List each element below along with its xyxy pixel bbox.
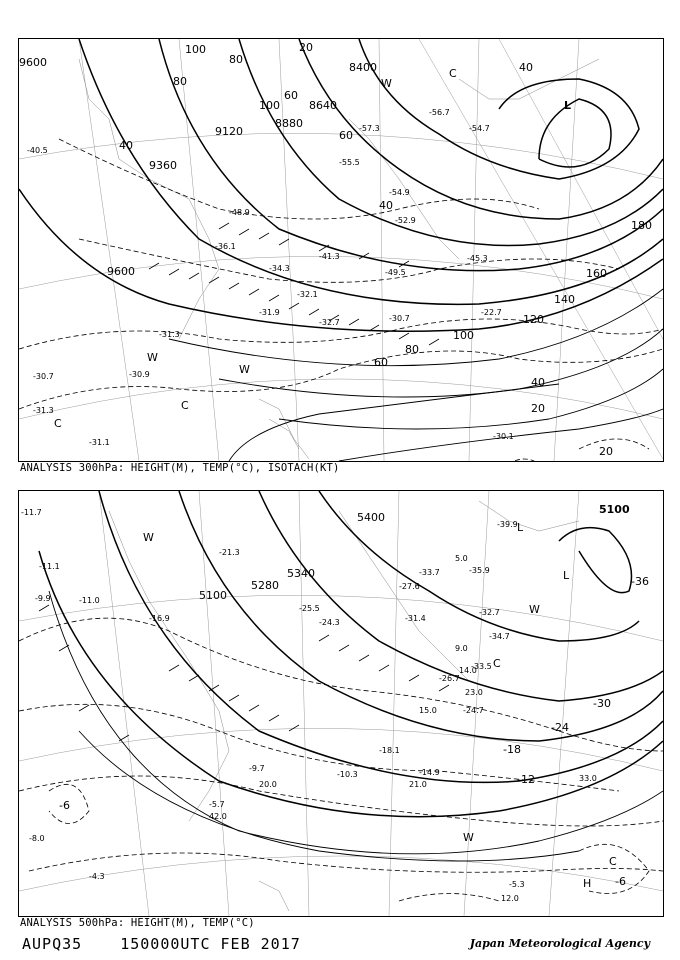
graticule [19, 491, 663, 916]
temp-label: -24.3 [319, 618, 340, 627]
map-300hpa-canvas [19, 39, 663, 461]
temp-label: -9.9 [35, 594, 51, 603]
temp-label: -4.3 [89, 872, 105, 881]
isotach-label: 100 [453, 329, 474, 342]
height-label: 9600 [19, 56, 47, 69]
height-label: 5100 [599, 503, 630, 516]
temp-label: -5.7 [209, 800, 225, 809]
footer-identifier [22, 935, 329, 953]
center-mark: C [609, 855, 617, 868]
temperature-contours [19, 618, 663, 901]
temp-label: -14.9 [419, 768, 440, 777]
isotach-label: 20 [299, 41, 313, 54]
center-mark: W [381, 77, 392, 90]
temp-label: -54.9 [389, 188, 410, 197]
temp-label: 23.0 [465, 688, 483, 697]
temp-contour-label: -12 [517, 773, 535, 786]
center-mark: L [563, 569, 570, 582]
map-panel-500hpa [18, 490, 664, 917]
isotach-label: 160 [586, 267, 607, 280]
isotach-label: 20 [599, 445, 613, 458]
temp-label: -36.1 [215, 242, 236, 251]
isotach-label: 20 [531, 402, 545, 415]
temp-label: -31.3 [159, 330, 180, 339]
temp-label: -32.7 [319, 318, 340, 327]
temp-label: -48.9 [229, 208, 250, 217]
temp-contour-label: -6 [59, 799, 70, 812]
height-label: 9120 [215, 125, 243, 138]
temp-label: -33.7 [419, 568, 440, 577]
center-mark: H [583, 877, 592, 890]
temp-label: -45.3 [467, 254, 488, 263]
isotach-label: 100 [259, 99, 280, 112]
center-mark: W [147, 351, 158, 364]
center-mark: L [564, 99, 572, 112]
height-label: 5340 [287, 567, 315, 580]
temp-label: -32.1 [297, 290, 318, 299]
temp-label: -39.9 [497, 520, 518, 529]
temp-label: -31.1 [89, 438, 110, 447]
temp-label: -57.3 [359, 124, 380, 133]
center-mark: C [449, 67, 457, 80]
isotach-label: 60 [339, 129, 353, 142]
temp-label: -54.7 [469, 124, 490, 133]
temp-label: 20.0 [259, 780, 277, 789]
height-label: 8880 [275, 117, 303, 130]
temp-contour-labels [59, 575, 649, 888]
height-label: 5280 [251, 579, 279, 592]
isotach-label: 80 [229, 53, 243, 66]
temp-label: -35.9 [469, 566, 490, 575]
temp-label: -56.7 [429, 108, 450, 117]
temp-label: -32.7 [479, 608, 500, 617]
height-contours [19, 39, 663, 331]
isotach-label: 40 [119, 139, 133, 152]
temp-label: -34.7 [489, 632, 510, 641]
height-label: 9600 [107, 265, 135, 278]
temp-label: -30.9 [129, 370, 150, 379]
isotach-label: 100 [185, 43, 206, 56]
center-mark: C [54, 417, 62, 430]
center-mark: C [181, 399, 189, 412]
wind-barbs [149, 223, 439, 345]
height-label: 5400 [357, 511, 385, 524]
temp-contour-label: -30 [593, 697, 611, 710]
map-500hpa-canvas [19, 491, 663, 916]
temperature-contours-solid [49, 591, 663, 861]
temp-label: 12.0 [501, 894, 519, 903]
temp-label: -22.7 [481, 308, 502, 317]
temp-label: -18.1 [379, 746, 400, 755]
valid-time: 150000UTC FEB 2017 [120, 935, 301, 953]
temp-label: -33.5 [471, 662, 492, 671]
temp-contour-label: -18 [503, 743, 521, 756]
isotach-label: 60 [284, 89, 298, 102]
temp-contour-label: -6 [615, 875, 626, 888]
temp-label: 42.0 [209, 812, 227, 821]
temp-label: -10.3 [337, 770, 358, 779]
caption-500hpa: ANALYSIS 500hPa: HEIGHT(M), TEMP(°C) [20, 917, 255, 929]
temp-label: -52.9 [395, 216, 416, 225]
isotach-label: 40 [379, 199, 393, 212]
center-mark: W [143, 531, 154, 544]
temp-label: 14.0 [459, 666, 477, 675]
temp-label: -49.5 [385, 268, 406, 277]
product-code: AUPQ35 [22, 935, 83, 953]
center-mark: L [517, 521, 524, 534]
temp-label: -9.7 [249, 764, 265, 773]
temp-label: -11.1 [39, 562, 60, 571]
isotach-label: 40 [531, 376, 545, 389]
isotach-label: 180 [631, 219, 652, 232]
temp-label: 33.0 [579, 774, 597, 783]
temp-label: -21.3 [219, 548, 240, 557]
height-label: 8640 [309, 99, 337, 112]
isotach-label: 120 [523, 313, 544, 326]
temp-label: 9.0 [455, 644, 468, 653]
temp-label: -16.9 [149, 614, 170, 623]
temp-label: -5.3 [509, 880, 525, 889]
height-label: 8400 [349, 61, 377, 74]
temp-label: -24.7 [463, 706, 484, 715]
temp-label: -55.5 [339, 158, 360, 167]
temp-label: 5.0 [455, 554, 468, 563]
temp-contour-label: -24 [551, 721, 569, 734]
temp-label: -11.7 [21, 508, 42, 517]
temp-label: -31.4 [405, 614, 426, 623]
temp-label: -40.5 [27, 146, 48, 155]
isotach-label: 80 [173, 75, 187, 88]
center-mark: W [529, 603, 540, 616]
temp-label: -27.6 [399, 582, 420, 591]
temp-label: -31.3 [33, 406, 54, 415]
temp-label: 21.0 [409, 780, 427, 789]
isotach-label: 60 [374, 356, 388, 369]
height-label: 9360 [149, 159, 177, 172]
map-panel-300hpa [18, 38, 664, 462]
temp-label: -30.1 [493, 432, 514, 441]
temp-label: -26.7 [439, 674, 460, 683]
height-label: 5100 [199, 589, 227, 602]
isotach-label: 140 [554, 293, 575, 306]
temp-label: -11.0 [79, 596, 100, 605]
temp-contour-label: -36 [631, 575, 649, 588]
temp-label: -31.9 [259, 308, 280, 317]
temp-label: -41.3 [319, 252, 340, 261]
temp-label: -34.3 [269, 264, 290, 273]
temp-label: -8.0 [29, 834, 45, 843]
center-mark: C [493, 657, 501, 670]
isotach-label: 80 [405, 343, 419, 356]
height-contours [39, 491, 663, 817]
temp-label: -30.7 [33, 372, 54, 381]
agency-name: Japan Meteorological Agency [469, 937, 650, 950]
temp-label: -30.7 [389, 314, 410, 323]
center-mark: W [463, 831, 474, 844]
caption-300hpa: ANALYSIS 300hPa: HEIGHT(M), TEMP(°C), ISOTACH(KT) [20, 462, 340, 474]
temp-label: -25.5 [299, 604, 320, 613]
isotach-label: 40 [519, 61, 533, 74]
temp-label: 15.0 [419, 706, 437, 715]
center-mark: W [239, 363, 250, 376]
